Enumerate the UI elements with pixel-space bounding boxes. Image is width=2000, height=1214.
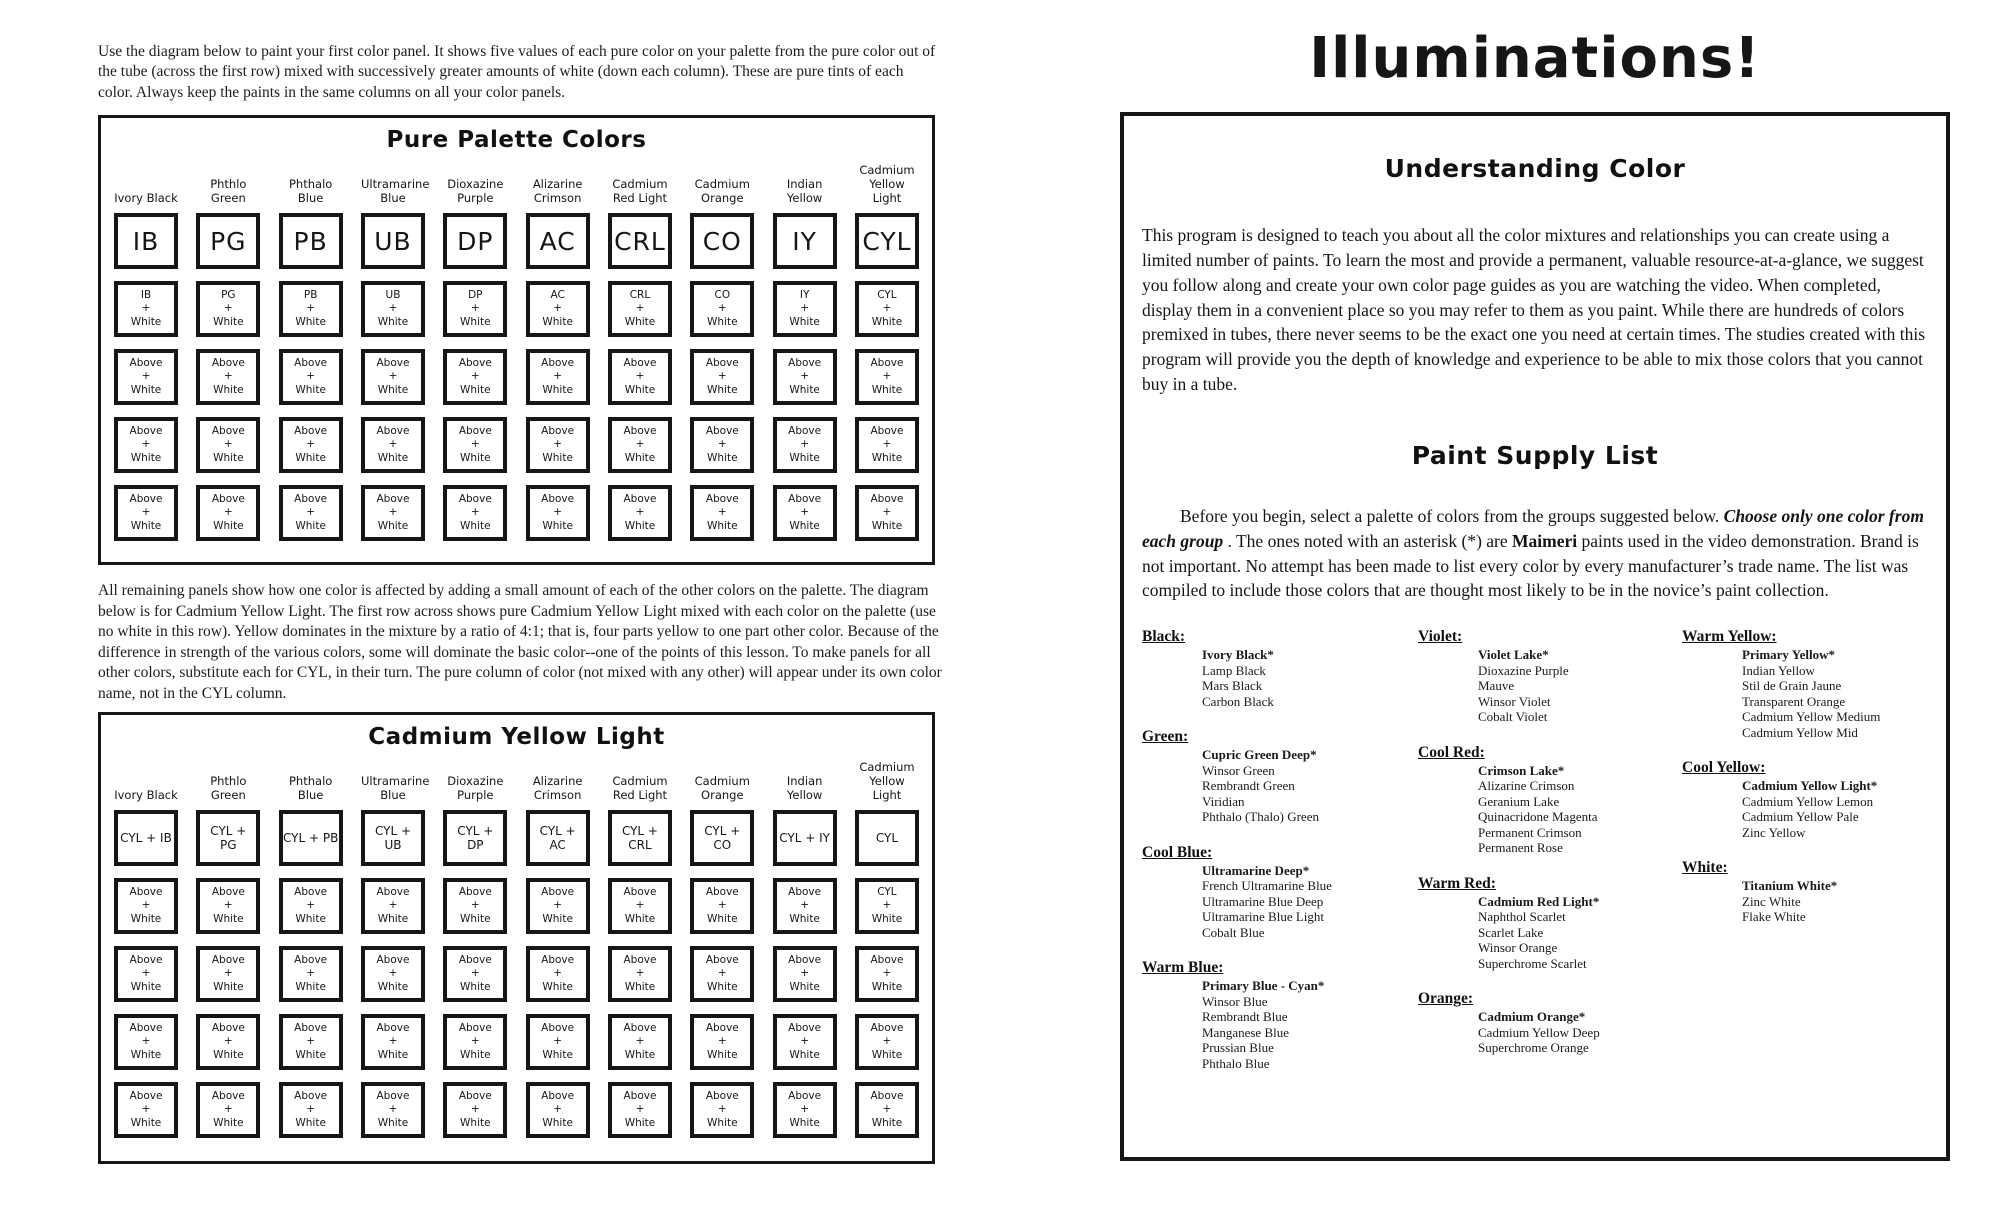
supply-intro-segment: Before you begin, select a palette of colors from the groups suggested below.: [1180, 505, 1724, 526]
paint-item: Winsor Violet: [1478, 693, 1551, 709]
paint-group-heading: White:: [1682, 859, 1728, 877]
paint-group: [1142, 727, 1418, 825]
paint-item: Phthalo Blue: [1202, 1055, 1270, 1071]
column-header: Alizarine Crimson: [532, 774, 583, 803]
swatch-cell: CYL + DP: [443, 810, 507, 866]
paint-item: Cadmium Yellow Deep: [1478, 1024, 1600, 1040]
column-header: Cadmium Orange: [694, 774, 750, 803]
swatch-cell: Above + White: [690, 878, 754, 934]
column-header: Ultramarine Blue: [360, 774, 430, 803]
swatch-cell: Above + White: [526, 1014, 590, 1070]
paint-item: Rembrandt Blue: [1202, 1009, 1288, 1025]
paint-supply-list-heading: Paint Supply List: [1411, 440, 1659, 470]
paint-item: Zinc White: [1742, 893, 1801, 909]
swatch-cell: Above + White: [526, 349, 590, 405]
pure-palette-panel: [98, 115, 935, 565]
swatch-cell: Above + White: [279, 417, 343, 473]
swatch-cell: PB: [279, 213, 343, 269]
paint-item: Winsor Orange: [1478, 940, 1558, 956]
swatch-cell: Above + White: [773, 878, 837, 934]
swatch-cell: CO: [690, 213, 754, 269]
column-header: Cadmium Red Light: [612, 774, 668, 803]
column-header: Dioxazine Purple: [447, 177, 504, 206]
swatch-cell: Above + White: [196, 485, 260, 541]
column-header: Cadmium Red Light: [612, 177, 668, 206]
swatch-cell: UB + White: [361, 281, 425, 337]
swatch-cell: AC + White: [526, 281, 590, 337]
swatch-cell: Above + White: [526, 1082, 590, 1138]
paint-item: Dioxazine Purple: [1478, 662, 1569, 678]
paint-item: Permanent Crimson: [1478, 824, 1582, 840]
paint-group: [1418, 627, 1682, 725]
swatch-cell: Above + White: [773, 946, 837, 1002]
swatch-cell: Above + White: [690, 485, 754, 541]
swatch-cell: Above + White: [855, 1082, 919, 1138]
column-header: Phthalo Blue: [289, 774, 333, 803]
cadmium-yellow-title: Cadmium Yellow Light: [368, 724, 665, 750]
swatch-cell: Above + White: [443, 946, 507, 1002]
swatch-cell: Above + White: [114, 1082, 178, 1138]
swatch-cell: Above + White: [196, 1014, 260, 1070]
swatch-cell: CRL: [608, 213, 672, 269]
swatch-cell: CYL + AC: [526, 810, 590, 866]
paint-item: Ivory Black*: [1202, 647, 1274, 663]
paint-item: Flake White: [1742, 909, 1806, 925]
swatch-cell: Above + White: [773, 349, 837, 405]
swatch-cell: Above + White: [690, 1082, 754, 1138]
paint-item: Winsor Green: [1202, 762, 1275, 778]
swatch-cell: IY + White: [773, 281, 837, 337]
paint-group-heading: Warm Red:: [1418, 874, 1496, 892]
paint-item: Titanium White*: [1742, 878, 1838, 894]
column-header: Cadmium Yellow Light: [859, 760, 915, 803]
swatch-cell: CYL + White: [855, 281, 919, 337]
column-header: Alizarine Crimson: [532, 177, 583, 206]
swatch-cell: Above + White: [196, 349, 260, 405]
column-header: Ivory Black: [114, 191, 178, 206]
paint-item: Primary Yellow*: [1742, 647, 1836, 663]
swatch-cell: Above + White: [690, 349, 754, 405]
paint-item: Violet Lake*: [1478, 647, 1549, 663]
swatch-cell: PG + White: [196, 281, 260, 337]
swatch-cell: Above + White: [114, 349, 178, 405]
swatch-cell: Above + White: [773, 485, 837, 541]
paint-group-heading: Cool Yellow:: [1682, 759, 1766, 777]
swatch-cell: CO + White: [690, 281, 754, 337]
swatch-row: [101, 213, 932, 269]
paint-item: Permanent Rose: [1478, 840, 1563, 856]
swatch-cell: Above + White: [196, 878, 260, 934]
swatch-row: [101, 878, 932, 934]
paint-item: Mauve: [1478, 678, 1515, 694]
paint-group-heading: Cool Blue:: [1142, 843, 1213, 861]
swatch-cell: Above + White: [114, 946, 178, 1002]
swatch-cell: AC: [526, 213, 590, 269]
paint-item: Superchrome Orange: [1478, 1040, 1589, 1056]
swatch-cell: Above + White: [608, 946, 672, 1002]
paint-column: [1418, 627, 1682, 1089]
pure-palette-title: Pure Palette Colors: [386, 127, 647, 153]
swatch-row: [101, 349, 932, 405]
column-header: Phthlo Green: [210, 177, 247, 206]
paint-item: Scarlet Lake: [1478, 924, 1544, 940]
column-header: Ultramarine Blue: [360, 177, 430, 206]
swatch-cell: Above + White: [361, 417, 425, 473]
supply-intro-segment: Maimeri: [1512, 530, 1578, 551]
paint-group: [1682, 858, 1928, 925]
swatch-cell: IB + White: [114, 281, 178, 337]
column-header: Cadmium Yellow Light: [859, 163, 915, 206]
paint-group-heading: Violet:: [1418, 628, 1463, 646]
paint-group-heading: Orange:: [1418, 990, 1474, 1008]
swatch-cell: Above + White: [196, 1082, 260, 1138]
swatch-cell: Above + White: [361, 1014, 425, 1070]
paint-item: Alizarine Crimson: [1478, 778, 1575, 794]
supply-intro-segment: paints used in the video demonstration. Brand is not important. No attempt has been made to list every color by every manufacturer’s trade name. The list was compiled to include those colors that are thought most likely to be in the novice’s paint collection.: [1142, 530, 1919, 601]
swatch-cell: Above + White: [608, 1014, 672, 1070]
paint-item: Crimson Lake*: [1478, 762, 1565, 778]
swatch-cell: CYL: [855, 213, 919, 269]
cadmium-yellow-panel: [98, 712, 935, 1164]
swatch-cell: CYL + IY: [773, 810, 837, 866]
swatch-cell: Above + White: [279, 349, 343, 405]
middle-paragraph: All remaining panels show how one color is affected by adding a small amount of each of the other colors on the palette. The diagram below is for Cadmium Yellow Light. The first row across shows pure Cadmium Yellow Light mixed with each color on the palette (use no white in this row). Yellow dominates in the mixture by a ratio of 4:1; that is, four parts yellow to one part other color. Because of the difference in strength of the various colors, some will dominate the basic color--one of the points of this lesson. To make panels for all other colors, substitute each for CYL, in their turn. The pure column of color (not mixed with any other) will appear under its own color name, not in the CYL column.: [98, 582, 942, 703]
swatch-cell: IB: [114, 213, 178, 269]
swatch-row: [101, 810, 932, 866]
paint-item: Winsor Blue: [1202, 993, 1268, 1009]
swatch-cell: CYL + IB: [114, 810, 178, 866]
paint-group-heading: Green:: [1142, 728, 1189, 746]
swatch-cell: CYL + White: [855, 878, 919, 934]
swatch-cell: Above + White: [608, 1082, 672, 1138]
paint-group: [1142, 958, 1418, 1071]
swatch-cell: Above + White: [608, 485, 672, 541]
swatch-cell: Above + White: [361, 349, 425, 405]
swatch-cell: Above + White: [279, 878, 343, 934]
column-header: Indian Yellow: [786, 177, 823, 206]
swatch-cell: PB + White: [279, 281, 343, 337]
swatch-cell: CYL + PG: [196, 810, 260, 866]
swatch-cell: Above + White: [773, 1014, 837, 1070]
swatch-cell: DP + White: [443, 281, 507, 337]
paint-group: [1418, 743, 1682, 856]
table1-body: [101, 213, 932, 541]
swatch-row: [101, 1014, 932, 1070]
column-header: Cadmium Orange: [694, 177, 750, 206]
paint-item: Cadmium Orange*: [1478, 1009, 1586, 1025]
swatch-cell: Above + White: [361, 485, 425, 541]
paint-item: Cadmium Yellow Mid: [1742, 724, 1858, 740]
swatch-cell: Above + White: [855, 946, 919, 1002]
swatch-cell: CRL + White: [608, 281, 672, 337]
understanding-color-heading: Understanding Color: [1384, 154, 1686, 183]
swatch-cell: CYL: [855, 810, 919, 866]
swatch-cell: Above + White: [443, 1082, 507, 1138]
paint-group-heading: Warm Yellow:: [1682, 628, 1777, 646]
content-box: [1120, 112, 1950, 1161]
swatch-cell: Above + White: [114, 1014, 178, 1070]
understanding-color-paragraph: This program is designed to teach you about all the color mixtures and relationships you can create using a limited number of paints. To learn the most and provide a permanent, valuable resource-at-a-glance, we suggest you follow along and create your own color page guides as you are watching the video. When completed, display them in a convenient place so you may refer to them as you paint. While there are hundreds of colors premixed in tubes, there never seems to be the exact one you need at certain times. The studies created with this program will provide you the depth of knowledge and experience to be able to mix those colors that you cannot buy in a tube.: [1142, 225, 1926, 395]
paint-item: Carbon Black: [1202, 693, 1274, 709]
swatch-cell: Above + White: [361, 878, 425, 934]
paint-item: Indian Yellow: [1742, 662, 1815, 678]
swatch-cell: Above + White: [114, 878, 178, 934]
swatch-cell: Above + White: [690, 1014, 754, 1070]
swatch-cell: Above + White: [526, 417, 590, 473]
swatch-cell: PG: [196, 213, 260, 269]
swatch-cell: Above + White: [279, 946, 343, 1002]
paint-item: Cadmium Red Light*: [1478, 893, 1600, 909]
paint-item: Geranium Lake: [1478, 793, 1560, 809]
paint-group: [1682, 758, 1928, 840]
paint-item: Zinc Yellow: [1742, 824, 1806, 840]
intro-paragraph: Use the diagram below to paint your first color panel. It shows five values of each pure color on your palette from the pure color out of the tube (across the first row) mixed with successively greater amounts of white (down each column). These are pure tints of each color. Always keep the paints in the same columns on all your color panels.: [98, 43, 936, 101]
paint-item: Cobalt Blue: [1202, 924, 1265, 940]
swatch-cell: Above + White: [690, 417, 754, 473]
paint-group: [1418, 989, 1682, 1056]
paint-group: [1418, 874, 1682, 972]
swatch-cell: Above + White: [361, 946, 425, 1002]
swatch-row: [101, 417, 932, 473]
paint-group-columns: [1142, 627, 1928, 1089]
column-header: Indian Yellow: [786, 774, 823, 803]
paint-item: Cadmium Yellow Lemon: [1742, 793, 1874, 809]
paint-item: Cadmium Yellow Light*: [1742, 778, 1878, 794]
table2-header-row: [101, 760, 932, 802]
swatch-row: [101, 946, 932, 1002]
supply-intro-segment: . The ones noted with an asterisk (*) are: [1223, 530, 1513, 551]
paint-item: Rembrandt Green: [1202, 778, 1295, 794]
swatch-cell: Above + White: [855, 485, 919, 541]
supply-intro-segment: Choose only one color from each group: [1142, 505, 1924, 551]
paint-item: Transparent Orange: [1742, 693, 1846, 709]
swatch-cell: Above + White: [114, 485, 178, 541]
swatch-cell: Above + White: [773, 1082, 837, 1138]
table1-header-row: [101, 163, 932, 205]
paint-item: Ultramarine Blue Light: [1202, 909, 1325, 925]
swatch-cell: Above + White: [196, 946, 260, 1002]
paint-item: Manganese Blue: [1202, 1024, 1290, 1040]
paint-item: Primary Blue - Cyan*: [1202, 978, 1325, 994]
swatch-cell: Above + White: [526, 878, 590, 934]
swatch-cell: Above + White: [279, 1014, 343, 1070]
column-header: Phthlo Green: [210, 774, 247, 803]
swatch-cell: Above + White: [608, 878, 672, 934]
paint-item: Cadmium Yellow Pale: [1742, 809, 1859, 825]
paint-item: Superchrome Scarlet: [1478, 955, 1587, 971]
paint-item: Phthalo (Thalo) Green: [1202, 809, 1319, 825]
swatch-cell: Above + White: [443, 417, 507, 473]
swatch-cell: Above + White: [279, 485, 343, 541]
paint-item: Naphthol Scarlet: [1478, 909, 1566, 925]
paint-item: Ultramarine Deep*: [1202, 862, 1310, 878]
swatch-cell: Above + White: [443, 485, 507, 541]
page-title: Illuminations!: [1309, 26, 1761, 91]
column-header: Dioxazine Purple: [447, 774, 504, 803]
swatch-cell: Above + White: [443, 1014, 507, 1070]
swatch-cell: Above + White: [526, 946, 590, 1002]
column-header: Ivory Black: [114, 788, 178, 803]
swatch-cell: UB: [361, 213, 425, 269]
swatch-row: [101, 485, 932, 541]
paint-item: Lamp Black: [1202, 662, 1266, 678]
paint-item: Cupric Green Deep*: [1202, 747, 1317, 763]
swatch-cell: Above + White: [855, 349, 919, 405]
column-header: Phthalo Blue: [289, 177, 333, 206]
swatch-cell: Above + White: [608, 417, 672, 473]
paint-item: Quinacridone Magenta: [1478, 809, 1598, 825]
paint-column: [1682, 627, 1928, 1089]
supply-intro-paragraph: [1142, 504, 1928, 603]
swatch-cell: Above + White: [361, 1082, 425, 1138]
swatch-cell: Above + White: [608, 349, 672, 405]
swatch-cell: Above + White: [855, 417, 919, 473]
swatch-row: [101, 1082, 932, 1138]
paint-item: Cobalt Violet: [1478, 709, 1548, 725]
swatch-cell: Above + White: [114, 417, 178, 473]
paint-group: [1682, 627, 1928, 740]
paint-item: Viridian: [1202, 793, 1245, 809]
paint-group-heading: Cool Red:: [1418, 743, 1485, 761]
swatch-cell: Above + White: [855, 1014, 919, 1070]
paint-item: Prussian Blue: [1202, 1040, 1274, 1056]
table2-body: [101, 810, 932, 1138]
swatch-cell: Above + White: [690, 946, 754, 1002]
paint-group-heading: Warm Blue:: [1142, 959, 1224, 977]
swatch-cell: DP: [443, 213, 507, 269]
paint-item: Mars Black: [1202, 678, 1263, 694]
swatch-cell: CYL + UB: [361, 810, 425, 866]
paint-group: [1142, 843, 1418, 941]
swatch-row: [101, 281, 932, 337]
paint-item: French Ultramarine Blue: [1202, 878, 1332, 894]
swatch-cell: Above + White: [773, 417, 837, 473]
paint-item: Cadmium Yellow Medium: [1742, 709, 1881, 725]
paint-item: Stil de Grain Jaune: [1742, 678, 1842, 694]
swatch-cell: Above + White: [526, 485, 590, 541]
swatch-cell: CYL + PB: [279, 810, 343, 866]
swatch-cell: IY: [773, 213, 837, 269]
swatch-cell: CYL + CRL: [608, 810, 672, 866]
swatch-cell: Above + White: [443, 349, 507, 405]
paint-group-heading: Black:: [1142, 628, 1186, 646]
swatch-cell: Above + White: [196, 417, 260, 473]
swatch-cell: Above + White: [279, 1082, 343, 1138]
paint-column: [1142, 627, 1418, 1089]
swatch-cell: CYL + CO: [690, 810, 754, 866]
paint-group: [1142, 627, 1418, 709]
swatch-cell: Above + White: [443, 878, 507, 934]
paint-item: Ultramarine Blue Deep: [1202, 893, 1324, 909]
